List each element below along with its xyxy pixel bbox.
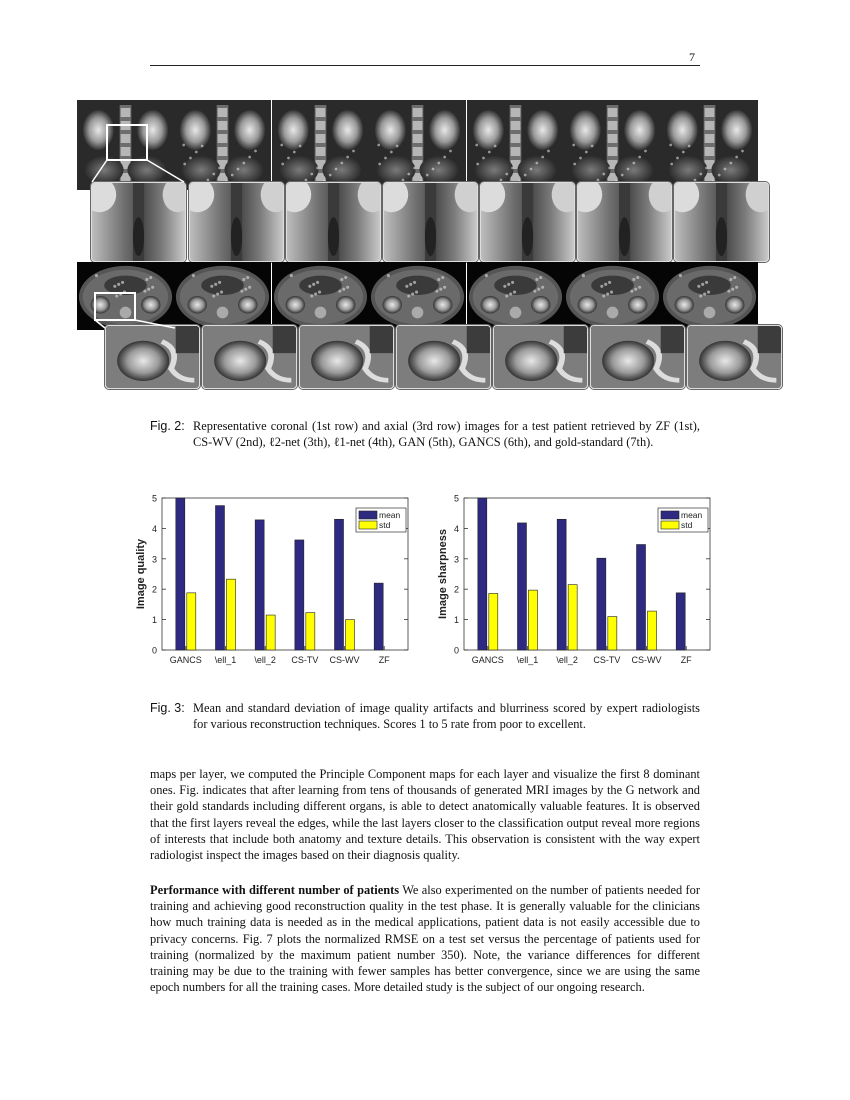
chart-image-sharpness <box>432 490 722 670</box>
legend-swatch-std <box>359 521 377 529</box>
bar-mean <box>374 583 383 650</box>
coronal-image <box>467 100 564 190</box>
axial-zoom-image <box>590 325 685 389</box>
y-tick-label: 1 <box>151 615 157 626</box>
legend-swatch-mean <box>661 511 679 519</box>
x-tick-label: ZF <box>680 655 692 665</box>
x-tick-label: \ell_1 <box>516 655 539 665</box>
bar-mean <box>295 540 304 650</box>
axial-image <box>661 262 758 330</box>
y-tick-label: 5 <box>151 493 157 504</box>
coronal-zoom-image <box>91 182 186 262</box>
bar-mean <box>597 558 606 650</box>
coronal-image <box>564 100 661 190</box>
y-tick-label: 1 <box>453 615 459 626</box>
figure-3-label: Fig. 3: <box>150 701 185 715</box>
figure-3-caption <box>150 700 700 732</box>
coronal-zoom-image <box>577 182 672 262</box>
y-tick-label: 3 <box>151 554 157 565</box>
header-rule <box>150 65 700 66</box>
coronal-image <box>77 100 174 190</box>
figure-2-caption <box>150 418 700 450</box>
legend-label-mean: mean <box>379 510 401 520</box>
figure-2-text: Representative coronal (1st row) and axial (3rd row) images for a test patient retrieved by ZF (1st), CS-WV (2nd), ℓ2-net (3th), ℓ1-net (4th), GAN (5th), GANCS (6th), and gold-standard (7th). <box>193 419 700 449</box>
axial-image <box>272 262 369 330</box>
x-tick-label: CS-TV <box>291 655 319 665</box>
x-tick-label: CS-TV <box>593 655 621 665</box>
axial-zoom-image <box>105 325 200 389</box>
bar-std <box>648 611 657 650</box>
x-tick-label: ZF <box>378 655 390 665</box>
y-tick-label: 0 <box>453 645 459 656</box>
y-tick-label: 3 <box>453 554 459 565</box>
legend-label-mean: mean <box>681 510 703 520</box>
bar-mean <box>176 498 185 650</box>
axial-image <box>564 262 661 330</box>
bar-std <box>226 579 235 650</box>
bar-mean <box>255 520 264 650</box>
y-tick-label: 2 <box>453 584 459 595</box>
coronal-image <box>369 100 466 190</box>
bar-std <box>568 585 577 650</box>
bar-std <box>346 620 355 650</box>
x-tick-label: \ell_1 <box>214 655 237 665</box>
x-tick-label: CS-WV <box>631 655 662 665</box>
coronal-zoom-image <box>383 182 478 262</box>
page-number: 7 <box>689 50 695 64</box>
axial-zoom-image <box>687 325 782 389</box>
coronal-image <box>272 100 369 190</box>
axial-zoom-image <box>493 325 588 389</box>
body-paragraph-1: maps per layer, we computed the Principle Component maps for each layer and visualize the first 8 dominant ones. Fig. indicates that after learning from tens of thousands of generated MRI images by the G network and their gold standards including different organs, is able to detect anatomically valuable features. It is observed that the first layers reveal the edges, while the last layers closer to the classification output reveal more regions of interests that include both anatomy and texture details. This observation is consistent with the way expert radiologist inspect the images based on their diagnosis quality. <box>150 767 700 863</box>
x-tick-label: \ell_2 <box>254 655 276 665</box>
coronal-image <box>661 100 758 190</box>
y-tick-label: 2 <box>151 584 157 595</box>
bar-mean <box>335 519 344 650</box>
bar-std <box>608 617 617 650</box>
x-tick-label: \ell_2 <box>556 655 578 665</box>
legend-swatch-std <box>661 521 679 529</box>
legend-label-std: std <box>681 520 693 530</box>
bar-std <box>306 613 315 650</box>
axial-image <box>77 262 174 330</box>
x-tick-label: GANCS <box>169 655 202 665</box>
legend-label-std: std <box>379 520 391 530</box>
coronal-zoom-image <box>674 182 769 262</box>
axial-zoom-image <box>396 325 491 389</box>
axial-zoom-image <box>299 325 394 389</box>
y-tick-label: 4 <box>151 523 157 534</box>
y-tick-label: 0 <box>151 645 157 656</box>
y-axis-label: Image quality <box>135 538 147 610</box>
chart-image-quality <box>130 490 420 670</box>
bar-mean <box>676 593 685 650</box>
coronal-zoom-image <box>480 182 575 262</box>
y-tick-label: 5 <box>453 493 459 504</box>
figure-2-label: Fig. 2: <box>150 419 185 433</box>
figure-3-text: Mean and standard deviation of image quality artifacts and blurriness scored by expert radiologists for various reconstruction techniques. Scores 1 to 5 rate from poor to excellent. <box>193 701 700 731</box>
bar-std <box>266 615 275 650</box>
bar-mean <box>557 519 566 650</box>
coronal-zoom-image <box>189 182 284 262</box>
legend-swatch-mean <box>359 511 377 519</box>
figure-2-image-grid <box>77 100 781 390</box>
body-paragraph-2 <box>150 882 700 995</box>
x-tick-label: CS-WV <box>329 655 360 665</box>
y-tick-label: 4 <box>453 523 459 534</box>
bar-mean <box>637 545 646 650</box>
bar-std <box>528 590 537 650</box>
axial-zoom-image <box>202 325 297 389</box>
x-tick-label: GANCS <box>471 655 504 665</box>
bar-std <box>489 593 498 650</box>
axial-image <box>369 262 466 330</box>
axial-image <box>174 262 271 330</box>
bar-mean <box>215 506 224 650</box>
coronal-image <box>174 100 271 190</box>
axial-image <box>467 262 564 330</box>
bar-mean <box>478 498 487 650</box>
bar-std <box>187 593 196 650</box>
paragraph-heading: Performance with different number of patients <box>150 883 400 897</box>
bar-mean <box>517 523 526 650</box>
coronal-zoom-image <box>286 182 381 262</box>
y-axis-label: Image sharpness <box>437 529 449 619</box>
paragraph-2-text: We also experimented on the number of patients needed for training and achieving good reconstruction quality in the test phase. It is generally valuable for the clinicians how much training data is needed as in the medical applications, patient data is not easily accessible due to privacy concerns. Fig. 7 plots the normalized RMSE on a test set versus the percentage of patients used for training (normalized by the maximum patient number 350). Note, the variance differences for different training may be due to the training with fewer samples has better convergence, since we are using the same epoch numbers for all the training cases. More detailed study is the subject of our ongoing research. <box>150 883 700 995</box>
